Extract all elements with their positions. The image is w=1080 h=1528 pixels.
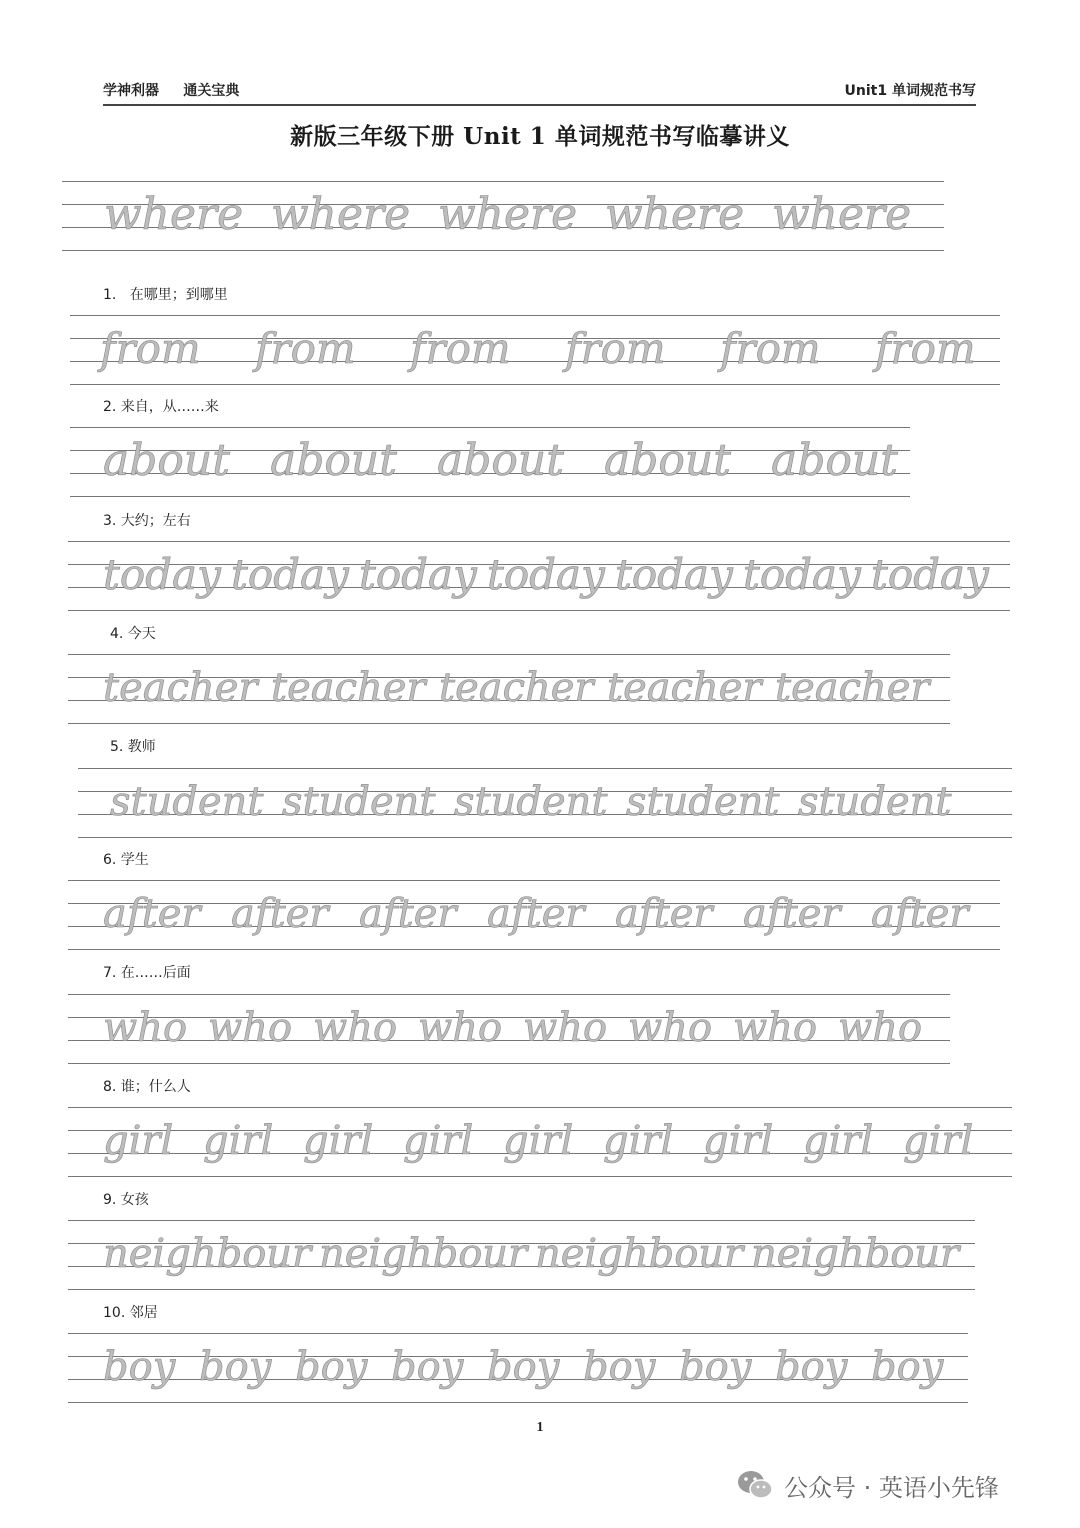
trace-word: neighbour xyxy=(103,1231,312,1277)
trace-word: boy xyxy=(679,1344,752,1390)
guide-line xyxy=(70,315,1000,316)
trace-word: from xyxy=(720,324,821,373)
guide-line xyxy=(68,1017,950,1018)
guide-line xyxy=(70,361,1000,362)
trace-word: teacher xyxy=(103,665,258,711)
word-meaning-label: 6. 学生 xyxy=(103,852,149,868)
trace-word: from xyxy=(100,324,201,373)
practice-row-after xyxy=(68,880,1000,960)
trace-word: boy xyxy=(295,1344,368,1390)
watermark xyxy=(736,1463,999,1507)
trace-word: teacher xyxy=(271,665,426,711)
trace-word: neighbour xyxy=(751,1231,960,1277)
trace-word: today xyxy=(871,550,989,599)
trace-word: girl xyxy=(603,1118,674,1164)
word-meaning-label: 9. 女孩 xyxy=(103,1192,149,1208)
word-meaning-label: 8. 谁；什么人 xyxy=(103,1079,191,1095)
page-title: 新版三年级下册 Unit 1 单词规范书写临摹讲义 xyxy=(290,123,790,150)
trace-word: from xyxy=(410,324,511,373)
trace-word: who xyxy=(103,1005,188,1051)
guide-line xyxy=(68,1063,950,1064)
page-header xyxy=(103,74,976,106)
word-meaning-label: 7. 在……后面 xyxy=(103,965,191,981)
trace-word: girl xyxy=(703,1118,774,1164)
trace-word: student xyxy=(282,779,436,825)
trace-word: boy xyxy=(583,1344,656,1390)
trace-word: who xyxy=(838,1005,923,1051)
trace-word: about xyxy=(437,435,564,486)
trace-word: about xyxy=(103,435,230,486)
trace-word: boy xyxy=(391,1344,464,1390)
trace-word: teacher xyxy=(439,665,594,711)
trace-word: today xyxy=(487,550,605,599)
guide-line xyxy=(70,338,1000,339)
trace-word: from xyxy=(875,324,976,373)
practice-row-boy xyxy=(68,1333,968,1413)
trace-word: teacher xyxy=(607,665,762,711)
trace-word: today xyxy=(359,550,477,599)
watermark-text: 公众号 · 英语小先锋 xyxy=(784,1473,999,1502)
trace-word: after xyxy=(103,891,201,937)
word-meaning-label: 1. 在哪里；到哪里 xyxy=(103,287,228,303)
trace-word: who xyxy=(418,1005,503,1051)
trace-word: after xyxy=(359,891,457,937)
trace-word: after xyxy=(743,891,841,937)
trace-word: boy xyxy=(775,1344,848,1390)
practice-row-teacher xyxy=(68,654,950,734)
practice-row-student xyxy=(78,768,1012,848)
trace-word: student xyxy=(110,779,264,825)
practice-row-who xyxy=(68,994,950,1074)
trace-word: where xyxy=(104,189,244,240)
guide-line xyxy=(68,994,950,995)
trace-word: student xyxy=(626,779,780,825)
trace-word: boy xyxy=(199,1344,272,1390)
trace-word: where xyxy=(438,189,578,240)
trace-word: where xyxy=(271,189,411,240)
trace-word: boy xyxy=(871,1344,944,1390)
practice-row-girl xyxy=(68,1107,1012,1187)
trace-word: who xyxy=(208,1005,293,1051)
practice-row-where xyxy=(62,181,944,261)
trace-word: girl xyxy=(303,1118,374,1164)
trace-word: after xyxy=(871,891,969,937)
trace-word: student xyxy=(798,779,952,825)
trace-word: where xyxy=(605,189,745,240)
trace-word: from xyxy=(255,324,356,373)
practice-row-neighbour xyxy=(68,1220,975,1300)
trace-word: today xyxy=(615,550,733,599)
header-right-text: Unit1 单词规范书写 xyxy=(844,83,976,99)
trace-word: today xyxy=(231,550,349,599)
trace-word: about xyxy=(771,435,898,486)
trace-word: after xyxy=(615,891,713,937)
trace-word: today xyxy=(103,550,221,599)
trace-word: boy xyxy=(103,1344,176,1390)
word-meaning-label: 4. 今天 xyxy=(110,626,156,642)
trace-word: after xyxy=(487,891,585,937)
trace-word: girl xyxy=(503,1118,574,1164)
header-left-text: 学神利器 通关宝典 xyxy=(103,83,240,99)
word-meaning-label: 2. 来自，从……来 xyxy=(103,399,219,415)
word-meaning-label: 5. 教师 xyxy=(110,739,156,755)
trace-word: teacher xyxy=(775,665,930,711)
trace-word: who xyxy=(313,1005,398,1051)
word-meaning-label: 10. 邻居 xyxy=(103,1305,158,1321)
trace-word: who xyxy=(628,1005,713,1051)
trace-word: from xyxy=(565,324,666,373)
trace-word: girl xyxy=(403,1118,474,1164)
trace-word: boy xyxy=(487,1344,560,1390)
trace-word: girl xyxy=(903,1118,974,1164)
trace-word: student xyxy=(454,779,608,825)
trace-word: girl xyxy=(103,1118,174,1164)
trace-word: about xyxy=(270,435,397,486)
trace-word: who xyxy=(733,1005,818,1051)
trace-word: who xyxy=(523,1005,608,1051)
trace-word: girl xyxy=(203,1118,274,1164)
practice-row-about xyxy=(70,427,910,507)
word-meaning-label: 3. 大约；左右 xyxy=(103,513,191,529)
trace-word: where xyxy=(772,189,912,240)
guide-line xyxy=(70,384,1000,385)
trace-word: today xyxy=(743,550,861,599)
trace-word: neighbour xyxy=(319,1231,528,1277)
guide-line xyxy=(68,1040,950,1041)
practice-row-today xyxy=(68,541,1010,621)
trace-word: after xyxy=(231,891,329,937)
practice-row-from xyxy=(70,315,1000,395)
trace-word: about xyxy=(604,435,731,486)
trace-word: girl xyxy=(803,1118,874,1164)
wechat-icon xyxy=(736,1468,774,1502)
page-number: 1 xyxy=(536,1420,544,1435)
trace-word: neighbour xyxy=(535,1231,744,1277)
